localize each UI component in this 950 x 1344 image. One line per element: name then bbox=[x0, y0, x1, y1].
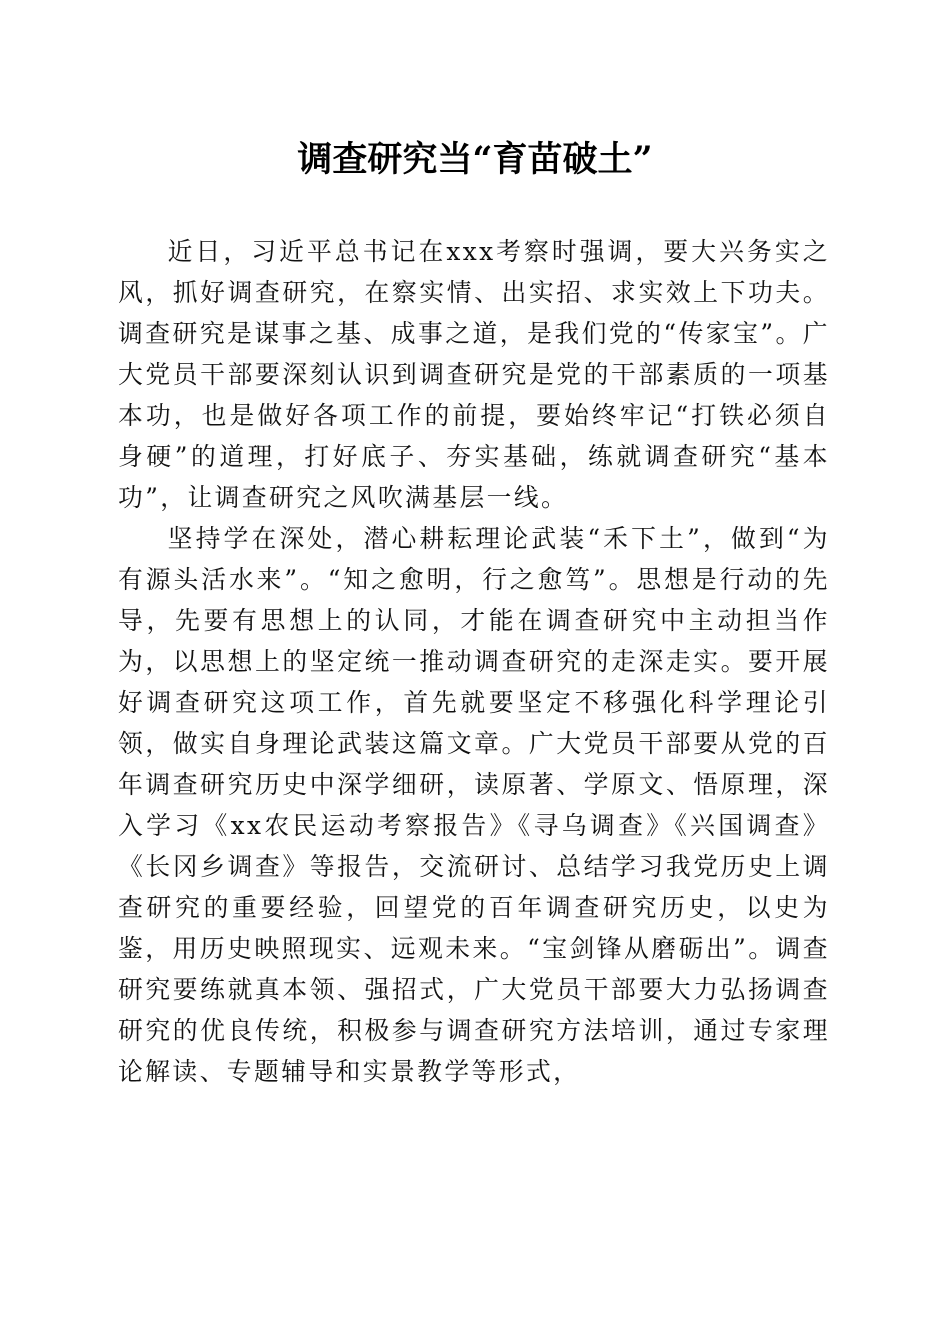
paragraph-study-theory: 坚持学在深处，潜心耕耘理论武装“禾下土”，做到“为有源头活水来”。“知之愈明，行之愈笃”。思想是行动的先导，先要有思想上的认同，才能在调查研究中主动担当作为，以思想上的坚定统一推动调查研究的走深走实。要开展好调查研究这项工作，首先就要坚定不移强化科学理论引领，做实自身理论武装这篇文章。广大党员干部要从党的百年调查研究历史中深学细研，读原著、学原文、悟原理，深入学习《xx农民运动考察报告》《寻乌调查》《兴国调查》《长冈乡调查》等报告，交流研讨、总结学习我党历史上调查研究的重要经验，回望党的百年调查研究历史，以史为鉴，用历史映照现实、远观未来。“宝剑锋从磨砺出”。调查研究要练就真本领、强招式，广大党员干部要大力弘扬调查研究的优良传统，积极参与调查研究方法培训，通过专家理论解读、专题辅导和实景教学等形式， bbox=[118, 524, 830, 1086]
document-title: 调查研究当“育苗破土” bbox=[297, 139, 653, 180]
paragraph-intro: 近日，习近平总书记在xxx考察时强调，要大兴务实之风，抓好调查研究，在察实情、出实招、求实效上下功夫。调查研究是谋事之基、成事之道，是我们党的“传家宝”。广大党员干部要深刻认识到调查研究是党的干部素质的一项基本功，也是做好各项工作的前提，要始终牢记“打铁必须自身硬”的道理，打好底子、夯实基础，练就调查研究“基本功”，让调查研究之风吹满基层一线。 bbox=[118, 237, 830, 512]
document-body bbox=[118, 231, 830, 1092]
